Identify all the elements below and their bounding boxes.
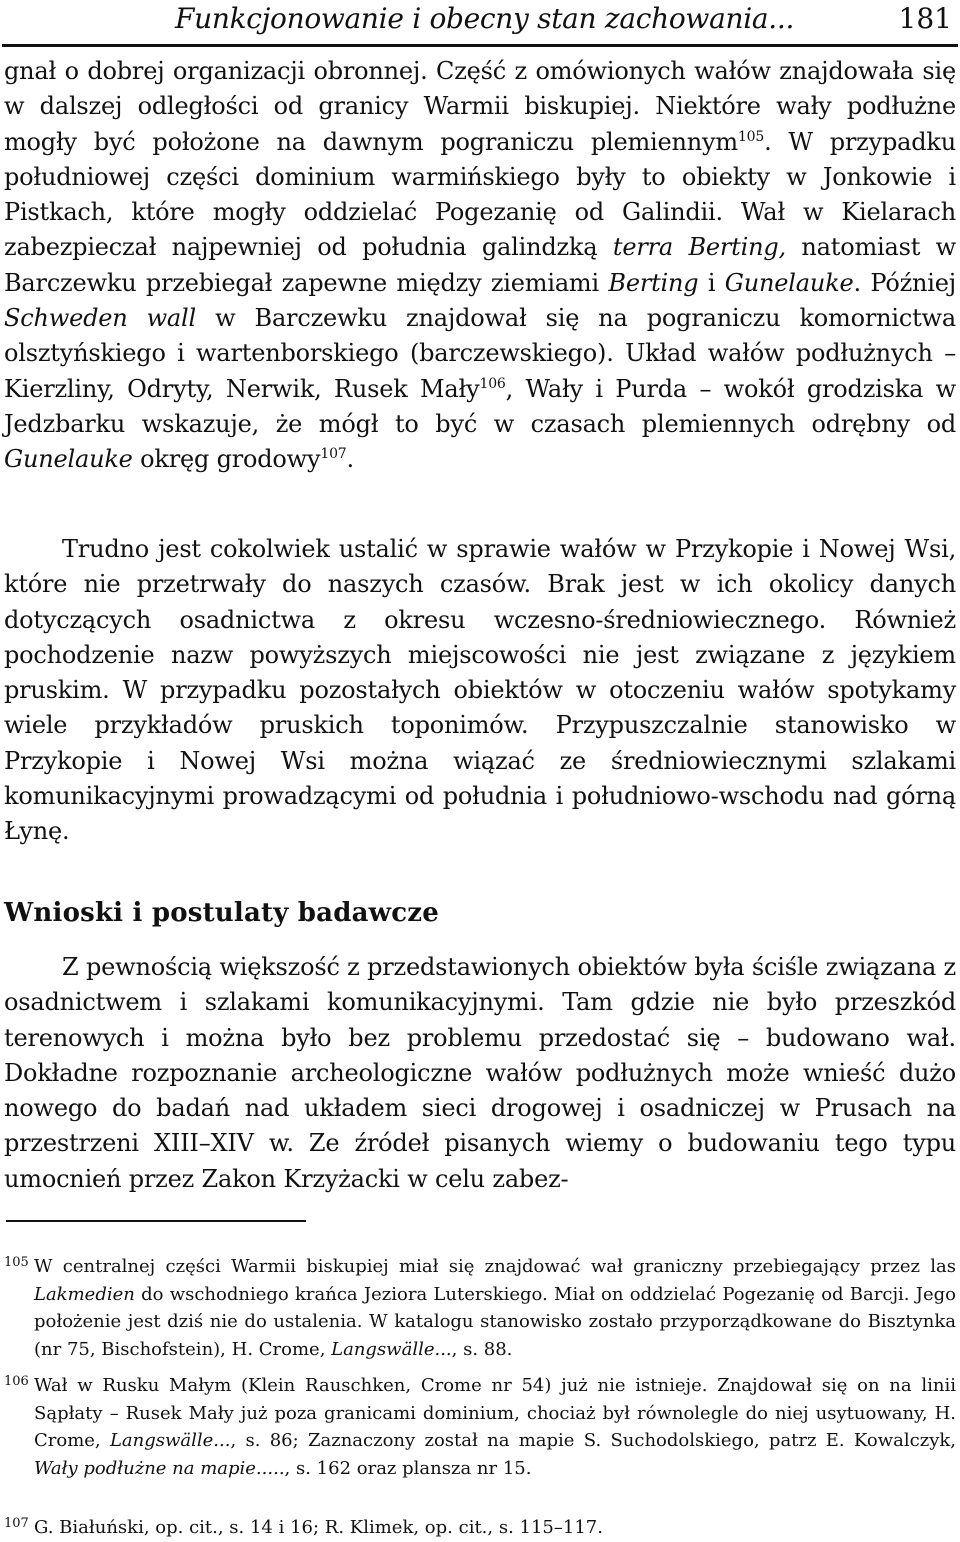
paragraph-2: Trudno jest cokolwiek ustalić w sprawie wałów w Przykopie i Nowej Wsi, które nie przetrwały do naszych czasów. Brak jest w ich okolicy danych dotyczących osadnictwa z okresu wczesno-średniowiecznego. Również pochodzenie nazw powyższych miejscowości nie jest związane z językiem pruskim. W przypadku pozostałych obiektów w otoczeniu wałów spotykamy wiele przykładów pruskich toponimów. Przypuszczalnie stanowisko w Przykopie i Nowej Wsi można wiązać ze średniowiecznymi szlakami komunikacyjnymi prowadzącymi od południa i południowo-wschodu nad górną Łynę. bbox=[4, 535, 956, 846]
italic-term: Berting bbox=[608, 268, 699, 297]
running-header bbox=[0, 0, 960, 48]
page-number: 181 bbox=[898, 2, 952, 35]
footnote-105: 105 W centralnej części Warmii biskupiej miał się znajdować wał graniczny przebiegający przez las Lakmedien do wschodniego krańca Jeziora Luterskiego. Miał on oddzielać Pogezanię od Barcji. Jego położenie jest dziś nie do ustalenia. W katalogu stanowisko zostało przyporządkowane do Bisztynka (nr 75, Bischofstein), H. Crome, Langswälle..., s. 88. bbox=[4, 1253, 956, 1363]
footnote-number: 107 bbox=[4, 1516, 29, 1531]
footnote-number: 105 bbox=[4, 1255, 29, 1270]
footnote-107: 107 G. Białuński, op. cit., s. 14 i 16; R. Klimek, op. cit., s. 115–117. bbox=[4, 1514, 956, 1542]
footnote-number: 106 bbox=[4, 1374, 29, 1389]
footnote-rule bbox=[6, 1220, 306, 1222]
italic-term: Gunelauke bbox=[724, 268, 854, 297]
section-heading: Wnioski i postulaty badawcze bbox=[4, 898, 439, 928]
italic-term: terra Berting, bbox=[612, 233, 786, 262]
running-title: Funkcjonowanie i obecny stan zachowania... bbox=[175, 2, 795, 35]
italic-term: Gunelauke bbox=[4, 445, 133, 474]
italic-term: Schweden wall bbox=[4, 304, 196, 333]
paragraph-1: gnał o dobrej organizacji obronnej. Część z omówionych wałów znajdowała się w dalszej odległości od granicy Warmii biskupiej. Niektóre wały podłużne mogły być położone na dawnym pograniczu plemiennym$^{105}$. W przypadku południowej części dominium warmińskiego były to obiekty w Jonkowie i Pistkach, które mogły oddzielać Pogezanię od Galindii. Wał w Kielarach zabezpieczał najpewniej od południa galindzką terra Berting, natomiast w Barczewku przebiegał zapewne między ziemiami Berting i Gunelauke. Później Schweden wall w Barczewku znajdował się na pograniczu komornictwa olsztyńskiego i wartenborskiego (barczewskiego). Układ wałów podłużnych – Kierzliny, Odryty, Nerwik, Rusek Mały$^{106}$, Wały i Purda – wokół grodziska w Jedzbarku wskazuje, że mógł to być w czasach plemiennych odrębny od Gunelauke okręg grodowy$^{107}$. bbox=[4, 57, 956, 474]
footnote-ref-105[interactable]: 105 bbox=[737, 128, 765, 145]
paragraph-3: Z pewnością większość z przedstawionych obiektów była ściśle związana z osadnictwem i szlakami komunikacyjnymi. Tam gdzie nie było przeszkód terenowych i można było bez problemu przedostać się – budowano wał. Dokładne rozpoznanie archeologiczne wałów podłużnych może wnieść dużo nowego do badań nad układem sieci drogowej i osadniczej w Prusach na przestrzeni XIII–XIV w. Ze źródeł pisanych wiemy o budowaniu tego typu umocnień przez Zakon Krzyżacki w celu zabez- bbox=[4, 953, 956, 1193]
footnote-ref-107[interactable]: 107 bbox=[320, 446, 347, 463]
footnote-ref-106[interactable]: 106 bbox=[479, 375, 506, 392]
footnote-106: 106 Wał w Rusku Małym (Klein Rauschken, Crome nr 54) już nie istnieje. Znajdował się on na linii Sąpłaty – Rusek Mały już poza granicami dominium, chociaż był równolegle do niej usytuowany, H. Crome, Langswälle..., s. 86; Zaznaczony został na mapie S. Suchodolskiego, patrz E. Kowalczyk, Wały podłużne na mapie....., s. 162 oraz plansza nr 15. bbox=[4, 1372, 956, 1482]
header-rule bbox=[2, 44, 958, 47]
